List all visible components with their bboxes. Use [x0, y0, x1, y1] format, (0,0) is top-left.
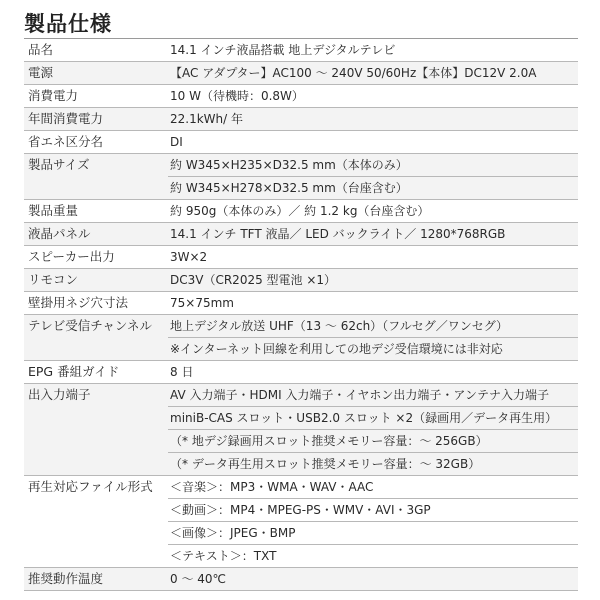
spec-value: 0 ～ 40℃ [170, 572, 227, 586]
spec-value: 【AC アダプター】AC100 ～ 240V 50/60Hz【本体】DC12V 2.0A [170, 66, 537, 80]
spec-table [24, 38, 578, 591]
spec-row [24, 154, 578, 200]
spec-row [24, 361, 578, 384]
spec-value: ※インターネット回線を利用しての地デジ受信環境には非対応 [168, 337, 578, 360]
spec-label: 壁掛用ネジ穴寸法 [28, 295, 129, 310]
spec-value: AV 入力端子・HDMI 入力端子・イヤホン出力端子・アンテナ入力端子 [170, 388, 549, 402]
spec-value: 10 W（待機時：0.8W） [170, 89, 304, 103]
spec-row [24, 200, 578, 223]
spec-value: ＜画像＞：JPEG・BMP [168, 521, 578, 544]
spec-row [24, 39, 578, 62]
spec-row [24, 108, 578, 131]
spec-values [168, 476, 578, 567]
spec-label: スピーカー出力 [28, 249, 115, 264]
spec-values [168, 85, 578, 107]
spec-label: 電源 [28, 65, 54, 80]
spec-row [24, 62, 578, 85]
spec-row [24, 223, 578, 246]
spec-values [168, 200, 578, 222]
spec-value: 22.1kWh/ 年 [170, 112, 243, 126]
spec-value: DI [170, 135, 183, 149]
spec-values [168, 39, 578, 61]
spec-values [168, 269, 578, 291]
spec-values [168, 62, 578, 84]
spec-label: 出入力端子 [28, 387, 91, 402]
spec-label: リモコン [28, 272, 79, 287]
spec-row [24, 246, 578, 269]
spec-value: 約 W345×H235×D32.5 mm（本体のみ） [170, 158, 408, 172]
spec-values [168, 315, 578, 360]
spec-row [24, 476, 578, 568]
spec-values [168, 292, 578, 314]
spec-row [24, 292, 578, 315]
spec-row [24, 85, 578, 108]
spec-value: （* 地デジ録画用スロット推奨メモリー容量：～ 256GB） [168, 429, 578, 452]
spec-value: 約 950g（本体のみ）／ 約 1.2 kg（台座含む） [170, 204, 430, 218]
spec-row [24, 315, 578, 361]
spec-label: 液晶パネル [28, 226, 91, 241]
spec-value: 14.1 インチ TFT 液晶／ LED バックライト／ 1280*768RGB [170, 227, 506, 241]
spec-values [168, 108, 578, 130]
spec-row [24, 131, 578, 154]
spec-value: DC3V（CR2025 型電池 ×1） [170, 273, 337, 287]
spec-row [24, 269, 578, 292]
spec-label: 省エネ区分名 [28, 134, 104, 149]
spec-value: ＜動画＞：MP4・MPEG-PS・WMV・AVI・3GP [168, 498, 578, 521]
spec-value: 3W×2 [170, 250, 208, 264]
spec-values [168, 384, 578, 475]
spec-label: 推奨動作温度 [28, 571, 104, 586]
spec-label: 品名 [28, 42, 54, 57]
spec-row [24, 568, 578, 591]
spec-value: 8 日 [170, 365, 194, 379]
spec-value: 地上デジタル放送 UHF（13 ～ 62ch）（フルセグ／ワンセグ） [170, 319, 509, 333]
spec-value: （* データ再生用スロット推奨メモリー容量：～ 32GB） [168, 452, 578, 475]
spec-label: 製品サイズ [28, 157, 90, 172]
spec-row [24, 384, 578, 476]
spec-label: EPG 番組ガイド [28, 364, 120, 379]
spec-value: 約 W345×H278×D32.5 mm（台座含む） [168, 176, 578, 199]
spec-label: 年間消費電力 [28, 111, 104, 126]
page-title: 製品仕様 [24, 12, 112, 36]
spec-values [168, 131, 578, 153]
spec-label: 消費電力 [28, 88, 79, 103]
spec-values [168, 361, 578, 383]
spec-values [168, 154, 578, 199]
spec-values [168, 246, 578, 268]
spec-value: ＜テキスト＞：TXT [168, 544, 578, 567]
spec-value: 14.1 インチ液晶搭載 地上デジタルテレビ [170, 43, 396, 57]
spec-value: miniB-CAS スロット・USB2.0 スロット ×2（録画用／データ再生用） [168, 406, 578, 429]
spec-label: 製品重量 [28, 203, 79, 218]
spec-label: 再生対応ファイル形式 [28, 479, 153, 494]
spec-label: テレビ受信チャンネル [28, 318, 153, 333]
spec-value: 75×75mm [170, 296, 234, 310]
spec-values [168, 568, 578, 590]
spec-value: ＜音楽＞：MP3・WMA・WAV・AAC [170, 480, 374, 494]
spec-values [168, 223, 578, 245]
